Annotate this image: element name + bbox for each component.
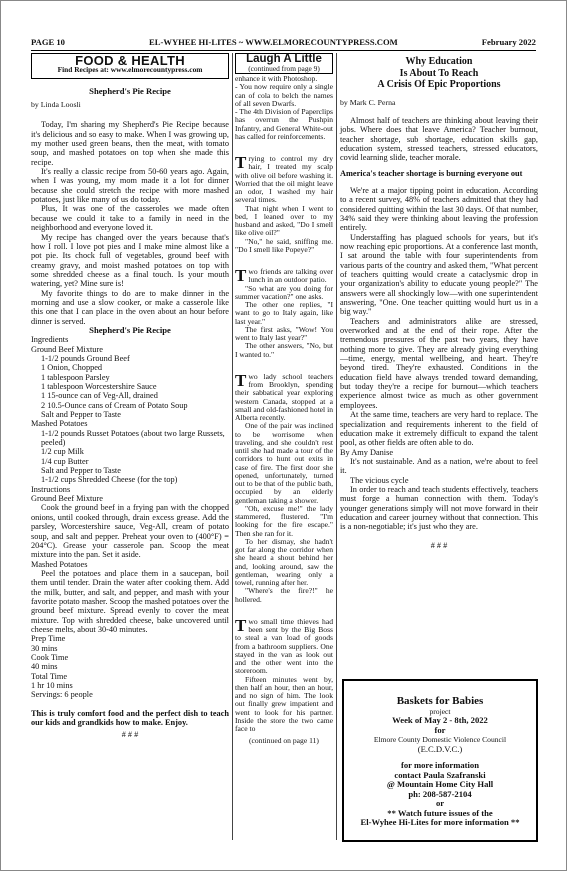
paragraph: Plus, It was one of the casseroles we made often because we could it take to a family in need in the neighborhood and everyone loved it. (31, 204, 229, 233)
baskets-for-babies-ad (342, 679, 538, 842)
joke-text: - The 4th Division of Paperclips has overrun the Pushpin Infantry, and General White-out has called for reinforcements. (235, 107, 333, 141)
ingredient-line: 1-1/2 pounds Russet Potatoes (about two large Russets, peeled) (41, 428, 225, 448)
ingredient-line: Ground Beef Mixture (31, 494, 103, 504)
ingredient-line: Instructions (31, 484, 71, 494)
ingredient-line: 2 10.5-Ounce cans of Cream of Potato Soup (41, 400, 188, 410)
paragraph: At the same time, teachers are very hard to replace. The specialization and requirements inherent to the field of education make it extremely difficult to expand the talent pool, as other fields are often able to do. (340, 410, 538, 448)
ad-watch: ** Watch future issues of the (387, 807, 493, 818)
mashed-label: Mashed Potatoes (31, 559, 88, 569)
drop-cap: T (235, 370, 247, 390)
ad-place: @ Mountain Home City Hall (386, 779, 494, 789)
subhead: America's teacher shortage is burning everyone out (340, 168, 523, 178)
ad-title: Baskets for Babies (396, 695, 484, 707)
article-title: Shepherd's Pie Recipe (89, 85, 171, 96)
time-line: 30 mins (31, 643, 58, 653)
ingredient-line: Ingredients (31, 335, 69, 345)
paragraph: Understaffing has plagued schools for years, but it's now reaching epic proportions. At a conference last month, I sat around the table with four superintendents from various parts of the country and asked them, "What percent of teachers quitting would create a cataclysmic drop in your organization's ability to educate young people?" The answers were all shockingly low—with one superintendent answering, "One. One teacher quitting would hurt us in a big way." (340, 232, 538, 317)
ingredient-line: 1 tablespoon Parsley (41, 372, 110, 382)
ingredient-line: Ground Beef Mixture (31, 344, 103, 354)
paragraph: Teachers and administrators alike are stressed, overworked and at the end of their rope. After the tremendous pressures of the past two years, they have nothing more to give. They are already giving everything—time, energy, mental wellbeing, and heart. They're beyond tired. They're exhausted. Conditions in the education field have always trended toward demanding, but today they're a recipe for burnout—which teachers experience almost twice as much as other government employees. (340, 316, 538, 410)
joke-text: - You now require only a single can of cola to belch the names of all seven Dwarfs. (235, 82, 333, 108)
paragraph: My recipe has changed over the years because that's how I roll. I love pot pies and I make mine almost like a pot pie. Its chock full of vegetables, ground beef with creamy gravy, and moist mashed potatoes on top with some shredded cheese as a final touch. Is your mouth watering, yet? Mine sure is! (31, 232, 229, 289)
time-line: Prep Time (31, 634, 66, 644)
ingredient-line: 1/4 cup Butter (41, 456, 89, 466)
time-line: 40 mins (31, 662, 58, 672)
ingredient-line: 1-1/2 pounds Ground Beef (41, 353, 130, 363)
ad-watch: El-Wyhee Hi-Lites for more information ** (360, 817, 520, 827)
joke-text: wo friends are talking over lunch in an outdoor patio. (248, 267, 333, 285)
continued-from: (continued from page 9) (248, 64, 320, 73)
paragraph: In order to reach and teach students effectively, teachers must forge a human connection with them. Today's younger generations simply will not move forward in their education and career journey without that connection. This is a non-negotiable; it's just who they are. (340, 484, 538, 532)
byline: By Amy Danise (340, 447, 394, 457)
paragraph: It's really a classic recipe from 50-60 years ago. Again, when I was young, my mom made it a lot for dinner because she could stretch the recipe with more mashed potatoes, just like many of us do today. (31, 167, 229, 205)
ingredient-line: 1 Onion, Chopped (41, 363, 103, 373)
ingredient-line: Mashed Potatoes (31, 419, 88, 429)
ad-or: or (435, 798, 445, 808)
ad-contact: contact Paula Szafranski (394, 769, 486, 780)
headline-line: A Crisis Of Epic Proportions (377, 79, 501, 90)
joke-text: The other answers, "No, but I wanted to." (235, 341, 333, 359)
instructions-beef: Cook the ground beef in a frying pan with the chopped onions, until cooked through, drain excess grease. Add the parsley, Worcestershire sauce, Veg-All, cream of potato soup, and salt and pepper. Preheat your oven to (400°F) = 204°C). Grease your casserole pan. Scoop the meat mixture into the pan. Set it aside. (31, 503, 229, 560)
joke-text: To her dismay, she hadn't got far along the corridor when she heard a shout behind her and, looking around, saw the gentleman, wearing only a towel, running after her. (235, 536, 333, 587)
ad-info: for more information (401, 760, 479, 770)
joke-text: "So what are you doing for summer vacation?" one asks. (235, 283, 333, 301)
ingredient-line: Salt and Pepper to Taste (41, 410, 121, 420)
ingredient-line: 1 tablespoon Worcestershire Sauce (41, 382, 157, 391)
paragraph: We're at a major tipping point in education. According to a recent survey, 48% of teachers admitted that they had considered quitting within the last 30 days. Of that number, 34% said they were thinking about leaving the profession entirely. (340, 185, 538, 233)
ad-line: for (434, 724, 446, 735)
joke-text: wo lady school teachers from Brooklyn, spending their sabbatical year exploring western Canada, stopped at a small and old-fashioned hotel in Alberta recently. (235, 371, 333, 422)
byline: by Mark C. Perna (340, 97, 396, 107)
time-line: 1 hr 10 mins (31, 681, 73, 690)
closing-note: This is truly comfort food and the perfect dish to teach our kids and grandkids how to make. Enjoy. (31, 708, 229, 728)
education-column (340, 53, 538, 550)
time-line: Total Time (31, 671, 68, 681)
joke-text: enhance it with Photoshop. (235, 74, 318, 83)
drop-cap: T (235, 615, 247, 635)
joke-text: Fifteen minutes went by, then half an hour, then an hour, and no sign of him. The look out finally grew impatient and went to look for his partner. Inside the store the two came face to (235, 674, 333, 733)
masthead: EL-WYHEE HI-LITES ~ WWW.ELMORECOUNTYPRESS.COM (149, 37, 398, 47)
paragraph: Today, I'm sharing my Shepherd's Pie Recipe because it's delicious and so easy to make. When I was growing up, my mother used green beans, then the meat, with tomato soup, and mashed potatoes on top when she made this recipe. (31, 120, 229, 167)
headline-line: Why Education (405, 56, 473, 67)
joke-text: wo small time thieves had been sent by the Big Boss to steal a van load of goods from a bathroom suppliers. One stayed in the van as look out and the other went into the storeroom. (235, 616, 333, 676)
ad-phone: ph: 208-587-2104 (408, 788, 472, 799)
paragraph: Almost half of teachers are thinking about leaving their jobs. Where does that leave America? Teacher burnout, teacher shortage, sub shortage, education skills gap, education system, stressed teachers, stressed educators, covid learning slide, teacher morale. (340, 115, 538, 163)
paragraph: The vicious cycle (350, 475, 409, 485)
joke-text: "Where's the fire?!" he hollered. (235, 586, 333, 604)
joke-text: rying to control my dry hair, I treated my scalp with olive oil before washing it. Worried that the oil might leave an odor, I washed my hair several times. (235, 154, 333, 205)
column-divider (232, 53, 233, 840)
time-line: Servings: 6 people (31, 690, 93, 700)
ad-org: Elmore County Domestic Violence Council (373, 735, 507, 744)
article-headline (340, 56, 538, 91)
ad-abbr: (E.C.D.V.C.) (417, 743, 463, 754)
ad-dates: Week of May 2 - 8th, 2022 (392, 715, 488, 725)
joke-text: One of the pair was inclined to be worrisome when traveling, and she couldn't rest until she had made a tour of the corridors to hunt out exits in case of fire. The first door she opened, unfortunately, turned out to be that of the public bath, occupied by an elderly gentleman taking a shower. (235, 421, 333, 505)
end-mark: # # # (121, 730, 139, 740)
paragraph: It's not sustainable. And as a nation, we're about to feel it. (340, 456, 538, 476)
headline-line: Is About To Reach (399, 67, 479, 79)
ingredient-line: 1/2 cup Milk (41, 447, 84, 457)
page-number: PAGE 10 (31, 37, 65, 47)
laugh-column (235, 53, 333, 746)
recipe-times (31, 634, 229, 699)
joke-text: "No," he said, sniffing me. "Do I smell like Popeye?" (235, 236, 333, 254)
food-column (31, 53, 229, 740)
section-title: FOOD & HEALTH (75, 53, 185, 68)
laugh-banner (235, 53, 333, 74)
ingredient-line: Salt and Pepper to Taste (41, 466, 121, 476)
byline: by Linda Loosli (31, 100, 81, 110)
paragraph: My favorite things to do are to make dinner in the morning and use a slow cooker, or make a casserole like this one that I can place in the oven about an hour before dinner is served. (31, 288, 229, 326)
food-section-banner (31, 53, 229, 79)
drop-cap: T (235, 153, 247, 172)
section-subtitle: Find Recipes at: www.elmorecountypress.com (57, 65, 203, 75)
recipe-title: Shepherd's Pie Recipe (89, 324, 171, 335)
ingredients-list (31, 335, 229, 503)
page-header (31, 37, 536, 51)
laugh-title: Laugh A Little (246, 53, 322, 65)
issue-date: February 2022 (481, 37, 536, 47)
instructions-potatoes: Peel the potatoes and place them in a saucepan, boil them until tender. Drain the water after cooking them. Add the milk, butter, and salt, and pepper, and mash with your favorite potato masher. Scoop the mashed potatoes over the ground beef mixture. Spread evenly to cover the meat mixture. Top with shredded cheese, bake uncovered until cheese melts, about 30-40 minutes. (31, 568, 229, 634)
column-divider (336, 53, 337, 840)
joke-text: That night when I went to bed, I leaned over to my husband and asked, "Do I smell like olive oil?" (235, 203, 333, 238)
joke-text: "Oh, excuse me!" the lady stammered, flustered. "I'm looking for the fire escape." Then she ran for it. (235, 503, 333, 538)
end-mark: # # # (430, 540, 448, 550)
ingredient-line: 1 15-ounce can of Veg-All, drained (41, 391, 158, 401)
ingredient-line: 1-1/2 cups Shredded Cheese (for the top) (41, 475, 178, 485)
drop-cap: T (235, 266, 247, 285)
time-line: Cook Time (31, 652, 69, 662)
joke-text: The first asks, "Wow! You went to Italy last year?" (235, 324, 333, 342)
continued-on: (continued on page 11) (249, 736, 319, 746)
joke-text: The other one replies, "I want to go to Italy again, like last year." (235, 300, 333, 326)
ad-line: project (429, 706, 451, 716)
